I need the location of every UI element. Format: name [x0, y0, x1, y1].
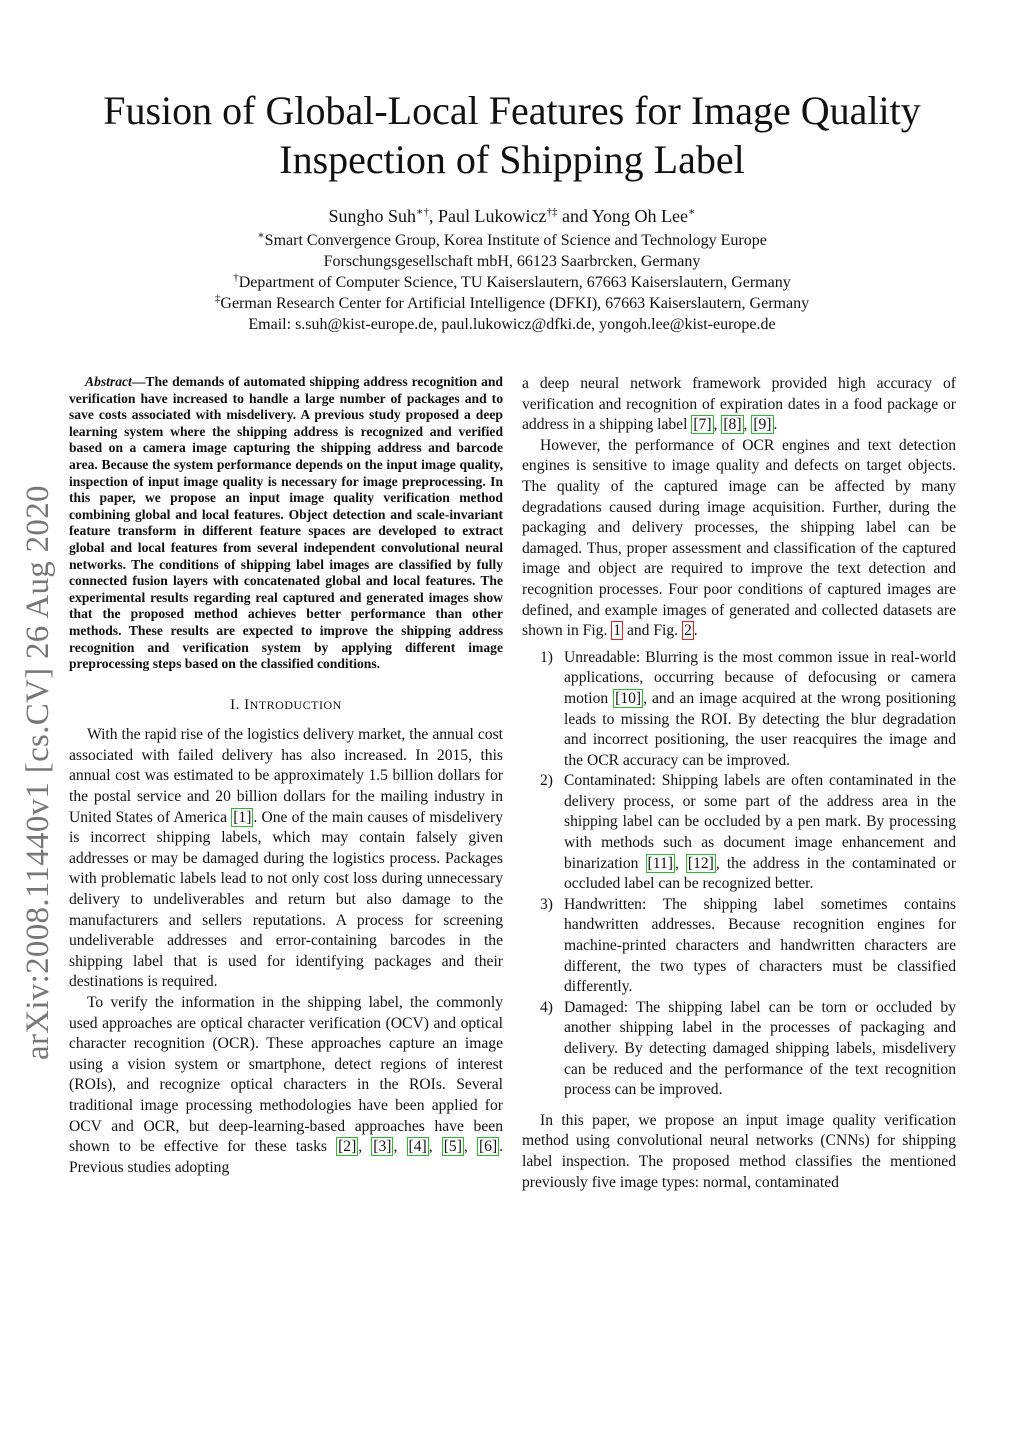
affiliation-mark: ‡	[214, 292, 221, 305]
author-3-marks: ∗	[688, 206, 696, 218]
list-number: 3)	[540, 895, 553, 913]
paragraph: In this paper, we propose an input image quality verification method using convolutional neural networks (CNNs) for shipping label inspection. The proposed method classifies the mentioned previously five image types: normal, contaminated	[522, 1111, 956, 1191]
affiliations	[60, 230, 964, 335]
citation-link[interactable]: [11]	[647, 854, 673, 872]
citation-link[interactable]: [5]	[443, 1138, 462, 1156]
list-text: , the address in the contaminated or occluded label can be recognized better.	[564, 854, 957, 893]
citation-link[interactable]: [10]	[615, 689, 642, 707]
affiliation-text: Forschungsgesellschaft mbH, 66123 Saarbrcken, Germany	[323, 253, 701, 270]
abstract-text: The demands of automated shipping address recognition and verification have increased to handle a large number of packages and to save costs associated with misdelivery. A previous study proposed a deep learning system where the shipping address is recognized and verified based on a camera image capturing the shipping address and barcode area. Because the system performance depends on the input image quality, inspection of input image quality is necessary for image preprocessing. In this paper, we propose an input image quality verification method combining global and local features. Object detection and scale-invariant feature transform in different feature spaces are developed to extract global and local features from several independent convolutional neural networks. The conditions of shipping label images are classified by fully connected fusion layers with concatenated global and local features. The experimental results regarding real captured and generated images show that the proposed method achieves better performance than other methods. These results are expected to improve the shipping address recognition and verification system by applying different image preprocessing steps based on the classified conditions.	[69, 374, 503, 672]
affiliation-mark: ∗	[257, 229, 265, 242]
email-text: Email: s.suh@kist-europe.de, paul.lukowicz@dfki.de, yongoh.lee@kist-europe.de	[248, 316, 776, 333]
list-number: 1)	[540, 648, 553, 666]
paragraph	[522, 374, 956, 436]
paragraph-text: To verify the information in the shipping label, the commonly used approaches are optical character verification (OCV) and optical character recognition (OCR). These approaches capture an image using a vision system or smartphone, detect regions of interest (ROIs), and recognize optical characters in the ROIs. Several traditional image processing methodologies have been applied for OCV and OCR, but deep-learning-based approaches have been shown to be effective for these tasks	[69, 994, 503, 1156]
affiliation-mark: †	[233, 271, 239, 284]
list-item	[522, 895, 956, 998]
abstract-label: Abstract	[85, 374, 132, 389]
citation-separator: ,	[674, 854, 686, 872]
citation-separator: ,	[358, 1138, 372, 1156]
paragraph	[522, 436, 956, 642]
list-item	[522, 771, 956, 895]
section-title-rest: NTRODUCTION	[249, 697, 342, 712]
affiliation-text: Smart Convergence Group, Korea Institute of Science and Technology Europe	[264, 232, 767, 249]
citation-separator: ,	[743, 416, 752, 434]
list-text: Damaged: The shipping label can be torn or occluded by another shipping label in the processes of packaging and delivery. By detecting damaged shipping labels, misdelivery can be reduced and the performance of the text recognition process can be improved.	[564, 998, 956, 1099]
paragraph-text: and Fig.	[623, 622, 682, 640]
citation-link[interactable]: [1]	[233, 808, 252, 826]
list-item	[522, 648, 956, 772]
affiliation-line	[60, 251, 964, 272]
citation-separator: ,	[713, 416, 722, 434]
paragraph-text: . One of the main causes of misdelivery is incorrect shipping labels, which may contain falsely given addresses or may be damaged during the logistics process. Packages with problematic labels lead to not only cost loss during unnecessary delivery to undeliverables and return but also damage to the manufacturers and sellers reputations. A process for screening undeliverable addresses and error-containing barcodes in the shipping label that is used for identifying packages and their destinations is required.	[69, 808, 504, 991]
citation-link[interactable]: [3]	[373, 1138, 392, 1156]
author-line	[60, 205, 964, 227]
citation-link[interactable]: [9]	[753, 416, 772, 434]
list-text: , and an image acquired at the wrong positioning leads to missing the ROI. By detecting the blur degradation and incorrect positioning, the user reacquires the image and the OCR accuracy can be improved.	[564, 689, 956, 769]
citation-link[interactable]: [7]	[693, 416, 712, 434]
author-1: Sungho Suh	[328, 206, 417, 226]
citation-separator: ,	[428, 1138, 442, 1156]
list-item	[522, 998, 956, 1101]
list-text: Handwritten: The shipping label sometimes contains handwritten addresses. Because recognition engines for machine-printed characters and handwritten characters are different, the two types of characters must be classified differently.	[564, 895, 956, 996]
author-separator: ,	[429, 206, 439, 226]
citation-link[interactable]: [2]	[338, 1138, 357, 1156]
section-heading-introduction	[69, 695, 503, 716]
abstract-dash: —	[131, 374, 146, 389]
arxiv-identifier: arXiv:2008.11440v1 [cs.CV] 26 Aug 2020	[20, 485, 56, 1060]
paragraph-text: However, the performance of OCR engines and text detection engines is sensitive to image quality and defects on target objects. The quality of the captured image can be affected by many degradations caused during image acquisition. Further, during the packaging and delivery processes, the shipping label can be damaged. Thus, proper assessment and classification of the captured image and object are required to improve the text detection and recognition processes. Four poor conditions of captured images are defined, and example images of generated and collected datasets are shown in Fig.	[522, 436, 956, 640]
paragraph	[69, 725, 503, 993]
figure-link[interactable]: 2	[683, 622, 692, 640]
figure-link[interactable]: 1	[613, 622, 622, 640]
paragraph	[69, 993, 503, 1178]
abstract	[69, 374, 503, 673]
affiliation-text: German Research Center for Artificial Intelligence (DFKI), 67663 Kaiserslautern, Germany	[220, 295, 810, 312]
citation-separator: ,	[393, 1138, 407, 1156]
author-1-marks: ∗†	[416, 206, 430, 218]
affiliation-line	[60, 293, 964, 314]
citation-link[interactable]: [6]	[478, 1138, 498, 1156]
email-line	[60, 314, 964, 335]
paragraph-text: With the rapid rise of the logistics delivery market, the annual cost associated with failed delivery has also increased. In 2015, this annual cost was estimated to be approximately 1.5 billion dollars for the postal service and 20 billion dollars for the mailing industry in United States of America	[69, 726, 503, 826]
author-separator: and	[557, 206, 592, 226]
author-2: Paul Lukowicz	[438, 206, 547, 226]
author-2-marks: †‡	[546, 206, 558, 218]
paragraph-text: .	[773, 416, 778, 434]
right-column	[522, 374, 956, 1193]
list-number: 4)	[540, 998, 553, 1016]
conditions-list	[522, 648, 956, 1101]
author-3: Yong Oh Lee	[591, 206, 688, 226]
left-column	[69, 374, 503, 1178]
citation-link[interactable]: [12]	[687, 854, 714, 872]
affiliation-line	[60, 230, 964, 251]
paragraph-text: . Previous studies adopting	[69, 1138, 504, 1176]
paragraph-text: .	[693, 622, 698, 640]
paper-title: Fusion of Global-Local Features for Image Quality Inspection of Shipping Label	[103, 88, 921, 182]
list-text: Contaminated: Shipping labels are often contaminated in the delivery process, or some part of the address area in the shipping label can be occluded by a pen mark. By processing with methods such as document image enhancement and binarization	[564, 772, 956, 872]
list-text: Unreadable: Blurring is the most common issue in real-world applications, occurring because of defocusing or camera motion	[564, 648, 956, 707]
paragraph-text: a deep neural network framework provided high accuracy of verification and recognition of expiration dates in a food package or address in a shipping label	[522, 375, 956, 434]
affiliation-text: Department of Computer Science, TU Kaiserslautern, 67663 Kaiserslautern, Germany	[238, 274, 791, 291]
affiliation-line	[60, 272, 964, 293]
section-title-initial: I	[244, 696, 250, 713]
section-numeral: I.	[230, 696, 245, 713]
citation-separator: ,	[463, 1138, 477, 1156]
citation-link[interactable]: [8]	[723, 416, 742, 434]
list-number: 2)	[540, 772, 553, 790]
citation-link[interactable]: [4]	[408, 1138, 427, 1156]
